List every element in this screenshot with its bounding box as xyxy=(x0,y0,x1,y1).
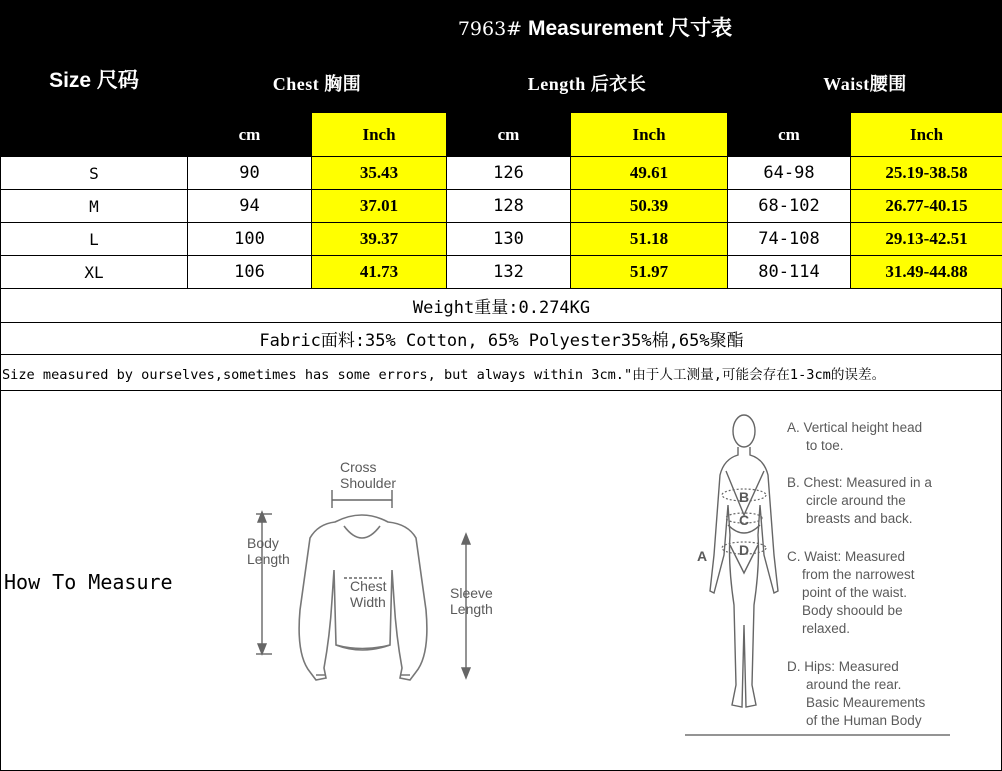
body-length-label: Length xyxy=(247,551,290,567)
length-inch-cell: 50.39 xyxy=(571,190,728,223)
marker-a: A xyxy=(697,548,708,564)
note-a-line: A. Vertical height head xyxy=(787,420,923,435)
length-cm-cell: 130 xyxy=(447,223,571,256)
sleeve-length-label: Length xyxy=(450,601,493,617)
waist-cm-cell: 68-102 xyxy=(728,190,851,223)
chest-cm-cell: 90 xyxy=(188,157,312,190)
length-inch-cell: 49.61 xyxy=(571,157,728,190)
table-row xyxy=(1,157,1002,190)
sweater-measure-diagram xyxy=(240,450,510,690)
marker-c: C xyxy=(739,512,750,528)
weight-row: Weight重量:0.274KG xyxy=(1,289,1002,323)
note-b-line: breasts and back. xyxy=(806,511,913,526)
note-b-line: B. Chest: Measured in a xyxy=(787,475,932,490)
note-b-line: circle around the xyxy=(806,493,906,508)
marker-b: B xyxy=(739,489,750,505)
chart-title xyxy=(188,1,1002,54)
chart-title-text: Measurement 尺寸表 xyxy=(527,17,733,40)
note-d-line: D. Hips: Measured xyxy=(787,659,899,674)
note-c-line: from the narrowest xyxy=(802,567,915,582)
note-d-line: Basic Meaurements xyxy=(806,695,926,710)
chest-width-label: Chest xyxy=(350,578,387,594)
waist-inch-cell: 25.19-38.58 xyxy=(851,157,1002,190)
waist-cm-cell: 74-108 xyxy=(728,223,851,256)
unit-header-cm: cm xyxy=(188,113,312,157)
length-cm-cell: 128 xyxy=(447,190,571,223)
length-cm-cell: 126 xyxy=(447,157,571,190)
unit-header-inch: Inch xyxy=(851,113,1002,157)
measurement-note: Size measured by ourselves,sometimes has some errors, but always within 3cm."由于人工测量,可能会存在1-3cm的误差。 xyxy=(1,355,1002,391)
fabric-row: Fabric面料:35% Cotton, 65% Polyester35%棉,65%聚酯 xyxy=(1,323,1002,355)
table-row xyxy=(1,190,1002,223)
unit-header-inch: Inch xyxy=(312,113,447,157)
size-header: Size 尺码 xyxy=(1,1,188,157)
table-row xyxy=(1,223,1002,256)
unit-header-cm: cm xyxy=(728,113,851,157)
size-label: M xyxy=(1,190,188,223)
body-measure-diagram xyxy=(680,405,960,745)
waist-inch-cell: 29.13-42.51 xyxy=(851,223,1002,256)
length-inch-cell: 51.97 xyxy=(571,256,728,289)
how-to-measure-label: How To Measure xyxy=(4,570,173,594)
waist-inch-cell: 26.77-40.15 xyxy=(851,190,1002,223)
cross-shoulder-label: Shoulder xyxy=(340,475,397,491)
waist-cm-cell: 80-114 xyxy=(728,256,851,289)
chest-inch-cell: 35.43 xyxy=(312,157,447,190)
chest-cm-cell: 94 xyxy=(188,190,312,223)
note-c-line: C. Waist: Measured xyxy=(787,549,906,564)
chest-cm-cell: 106 xyxy=(188,256,312,289)
chest-cm-cell: 100 xyxy=(188,223,312,256)
human-figure-icon xyxy=(710,415,778,707)
body-length-label: Body xyxy=(247,535,279,551)
chest-width-label: Width xyxy=(350,594,386,610)
group-header-chest: Chest 胸围 xyxy=(188,54,447,113)
size-label: L xyxy=(1,223,188,256)
table-row xyxy=(1,256,1002,289)
length-cm-cell: 132 xyxy=(447,256,571,289)
chest-inch-cell: 41.73 xyxy=(312,256,447,289)
cross-shoulder-label: Cross xyxy=(340,459,377,475)
note-c-line: relaxed. xyxy=(802,621,851,636)
note-a-line: to toe. xyxy=(806,438,844,453)
chest-inch-cell: 39.37 xyxy=(312,223,447,256)
waist-cm-cell: 64-98 xyxy=(728,157,851,190)
unit-header-cm: cm xyxy=(447,113,571,157)
unit-header-inch: Inch xyxy=(571,113,728,157)
length-inch-cell: 51.18 xyxy=(571,223,728,256)
note-d-line: around the rear. xyxy=(806,677,902,692)
note-c-line: point of the waist. xyxy=(802,585,908,600)
marker-d: D xyxy=(739,542,750,558)
sleeve-length-label: Sleeve xyxy=(450,585,493,601)
waist-inch-cell: 31.49-44.88 xyxy=(851,256,1002,289)
group-header-waist: Waist腰围 xyxy=(728,54,1002,113)
chest-inch-cell: 37.01 xyxy=(312,190,447,223)
note-d-line: of the Human Body xyxy=(806,713,922,728)
size-label: S xyxy=(1,157,188,190)
group-header-length: Length 后衣长 xyxy=(447,54,728,113)
size-label: XL xyxy=(1,256,188,289)
chart-title-code: 7963# xyxy=(457,18,523,40)
note-c-line: Body shoould be xyxy=(802,603,903,618)
